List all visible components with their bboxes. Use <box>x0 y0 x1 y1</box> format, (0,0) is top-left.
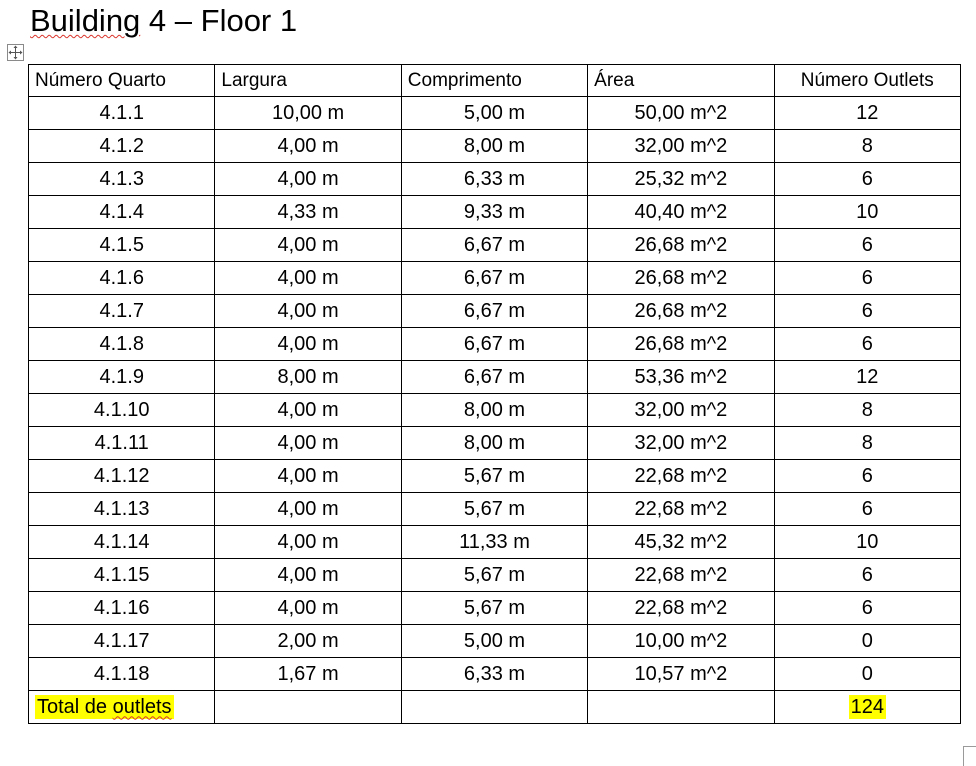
length-cell[interactable]: 5,67 m <box>401 559 587 592</box>
header-length[interactable]: Comprimento <box>401 65 587 97</box>
outlets-cell[interactable]: 8 <box>774 394 960 427</box>
table-row <box>29 196 961 229</box>
room-number-cell[interactable]: 4.1.4 <box>29 196 215 229</box>
total-outlets-cell[interactable] <box>774 691 960 724</box>
table-row <box>29 460 961 493</box>
length-cell[interactable]: 6,67 m <box>401 328 587 361</box>
table-row <box>29 229 961 262</box>
outlets-cell[interactable]: 0 <box>774 625 960 658</box>
area-cell[interactable]: 32,00 m^2 <box>588 130 774 163</box>
room-number-cell[interactable]: 4.1.3 <box>29 163 215 196</box>
width-cell[interactable]: 4,00 m <box>215 460 401 493</box>
room-number-cell[interactable]: 4.1.7 <box>29 295 215 328</box>
room-number-cell[interactable]: 4.1.16 <box>29 592 215 625</box>
length-cell[interactable]: 9,33 m <box>401 196 587 229</box>
width-cell[interactable]: 4,00 m <box>215 394 401 427</box>
room-number-cell[interactable]: 4.1.18 <box>29 658 215 691</box>
header-area[interactable]: Área <box>588 65 774 97</box>
width-cell[interactable]: 4,00 m <box>215 130 401 163</box>
table-row <box>29 658 961 691</box>
table-row <box>29 427 961 460</box>
area-cell[interactable]: 26,68 m^2 <box>588 262 774 295</box>
header-outlets-word-numero: Número Outlets <box>800 69 934 91</box>
outlets-cell[interactable]: 10 <box>774 196 960 229</box>
outlets-cell[interactable]: 6 <box>774 229 960 262</box>
outlets-cell[interactable]: 6 <box>774 493 960 526</box>
total-label-prefix: Total de <box>37 695 113 718</box>
room-number-cell[interactable]: 4.1.15 <box>29 559 215 592</box>
area-cell[interactable]: 45,32 m^2 <box>588 526 774 559</box>
room-number-cell[interactable]: 4.1.11 <box>29 427 215 460</box>
total-empty-cell[interactable] <box>588 691 774 724</box>
width-cell[interactable]: 4,00 m <box>215 328 401 361</box>
table-row <box>29 493 961 526</box>
length-cell[interactable]: 5,00 m <box>401 97 587 130</box>
outlets-cell[interactable]: 12 <box>774 97 960 130</box>
rooms-table[interactable] <box>28 64 961 724</box>
total-empty-cell[interactable] <box>401 691 587 724</box>
outlets-cell[interactable]: 6 <box>774 559 960 592</box>
outlets-cell[interactable]: 6 <box>774 262 960 295</box>
table-row <box>29 130 961 163</box>
area-cell[interactable]: 32,00 m^2 <box>588 394 774 427</box>
table-row <box>29 526 961 559</box>
room-number-cell[interactable]: 4.1.14 <box>29 526 215 559</box>
width-cell[interactable]: 4,00 m <box>215 163 401 196</box>
room-number-cell[interactable]: 4.1.5 <box>29 229 215 262</box>
room-number-cell[interactable]: 4.1.2 <box>29 130 215 163</box>
area-cell[interactable]: 26,68 m^2 <box>588 328 774 361</box>
length-cell[interactable]: 5,67 m <box>401 493 587 526</box>
title-rest: 4 – Floor 1 <box>140 3 298 38</box>
total-empty-cell[interactable] <box>215 691 401 724</box>
area-cell[interactable]: 26,68 m^2 <box>588 295 774 328</box>
width-cell[interactable]: 4,00 m <box>215 559 401 592</box>
table-row <box>29 394 961 427</box>
table-row <box>29 163 961 196</box>
outlets-cell[interactable]: 8 <box>774 427 960 460</box>
area-cell[interactable]: 10,00 m^2 <box>588 625 774 658</box>
length-cell[interactable]: 6,67 m <box>401 229 587 262</box>
total-label-word: outlets <box>112 695 172 718</box>
area-cell[interactable]: 40,40 m^2 <box>588 196 774 229</box>
width-cell[interactable]: 4,00 m <box>215 592 401 625</box>
total-label-highlight <box>35 695 174 719</box>
outlets-cell[interactable]: 6 <box>774 295 960 328</box>
width-cell[interactable]: 10,00 m <box>215 97 401 130</box>
room-number-cell[interactable]: 4.1.8 <box>29 328 215 361</box>
area-cell[interactable]: 26,68 m^2 <box>588 229 774 262</box>
area-cell[interactable]: 53,36 m^2 <box>588 361 774 394</box>
room-number-cell[interactable]: 4.1.13 <box>29 493 215 526</box>
area-cell[interactable]: 22,68 m^2 <box>588 460 774 493</box>
outlets-cell[interactable]: 6 <box>774 328 960 361</box>
width-cell[interactable]: 4,00 m <box>215 295 401 328</box>
length-cell[interactable]: 6,67 m <box>401 361 587 394</box>
area-cell[interactable]: 25,32 m^2 <box>588 163 774 196</box>
length-cell[interactable]: 6,33 m <box>401 658 587 691</box>
width-cell[interactable]: 4,00 m <box>215 493 401 526</box>
outlets-cell[interactable]: 10 <box>774 526 960 559</box>
area-cell[interactable]: 22,68 m^2 <box>588 493 774 526</box>
area-cell[interactable]: 22,68 m^2 <box>588 559 774 592</box>
document-title[interactable] <box>30 2 297 40</box>
length-cell[interactable]: 11,33 m <box>401 526 587 559</box>
length-cell[interactable]: 5,67 m <box>401 460 587 493</box>
room-number-cell[interactable]: 4.1.9 <box>29 361 215 394</box>
table-body <box>29 97 961 691</box>
title-word-building: Building <box>30 3 141 38</box>
resize-corner-icon[interactable] <box>963 746 976 766</box>
outlets-cell[interactable]: 0 <box>774 658 960 691</box>
table-row <box>29 592 961 625</box>
outlets-cell[interactable]: 6 <box>774 460 960 493</box>
table-row <box>29 295 961 328</box>
length-cell[interactable]: 6,67 m <box>401 295 587 328</box>
table-move-handle[interactable] <box>7 44 24 61</box>
room-number-cell[interactable]: 4.1.10 <box>29 394 215 427</box>
table-row <box>29 328 961 361</box>
length-cell[interactable]: 5,00 m <box>401 625 587 658</box>
area-cell[interactable]: 50,00 m^2 <box>588 97 774 130</box>
table-row <box>29 262 961 295</box>
header-outlets[interactable] <box>774 65 960 97</box>
width-cell[interactable]: 4,00 m <box>215 262 401 295</box>
length-cell[interactable]: 8,00 m <box>401 130 587 163</box>
area-cell[interactable]: 10,57 m^2 <box>588 658 774 691</box>
length-cell[interactable]: 6,67 m <box>401 262 587 295</box>
outlets-cell[interactable]: 12 <box>774 361 960 394</box>
total-row <box>29 691 961 724</box>
width-cell[interactable]: 4,33 m <box>215 196 401 229</box>
header-room-number[interactable]: Número Quarto <box>29 65 215 97</box>
area-cell[interactable]: 32,00 m^2 <box>588 427 774 460</box>
table-row <box>29 361 961 394</box>
table-row <box>29 625 961 658</box>
header-width[interactable]: Largura <box>215 65 401 97</box>
width-cell[interactable]: 4,00 m <box>215 427 401 460</box>
room-number-cell[interactable]: 4.1.12 <box>29 460 215 493</box>
room-number-cell[interactable]: 4.1.17 <box>29 625 215 658</box>
table-row <box>29 97 961 130</box>
outlets-cell[interactable]: 6 <box>774 163 960 196</box>
total-label-cell[interactable] <box>29 691 215 724</box>
table-header-row <box>29 65 961 97</box>
table-row <box>29 559 961 592</box>
area-cell[interactable]: 22,68 m^2 <box>588 592 774 625</box>
width-cell[interactable]: 1,67 m <box>215 658 401 691</box>
length-cell[interactable]: 5,67 m <box>401 592 587 625</box>
length-cell[interactable]: 6,33 m <box>401 163 587 196</box>
width-cell[interactable]: 4,00 m <box>215 229 401 262</box>
outlets-cell[interactable]: 6 <box>774 592 960 625</box>
width-cell[interactable]: 4,00 m <box>215 526 401 559</box>
length-cell[interactable]: 8,00 m <box>401 394 587 427</box>
room-number-cell[interactable]: 4.1.1 <box>29 97 215 130</box>
width-cell[interactable]: 2,00 m <box>215 625 401 658</box>
move-arrows-icon <box>8 45 23 60</box>
total-outlets-value: 124 <box>850 695 884 718</box>
room-number-cell[interactable]: 4.1.6 <box>29 262 215 295</box>
width-cell[interactable]: 8,00 m <box>215 361 401 394</box>
length-cell[interactable]: 8,00 m <box>401 427 587 460</box>
outlets-cell[interactable]: 8 <box>774 130 960 163</box>
